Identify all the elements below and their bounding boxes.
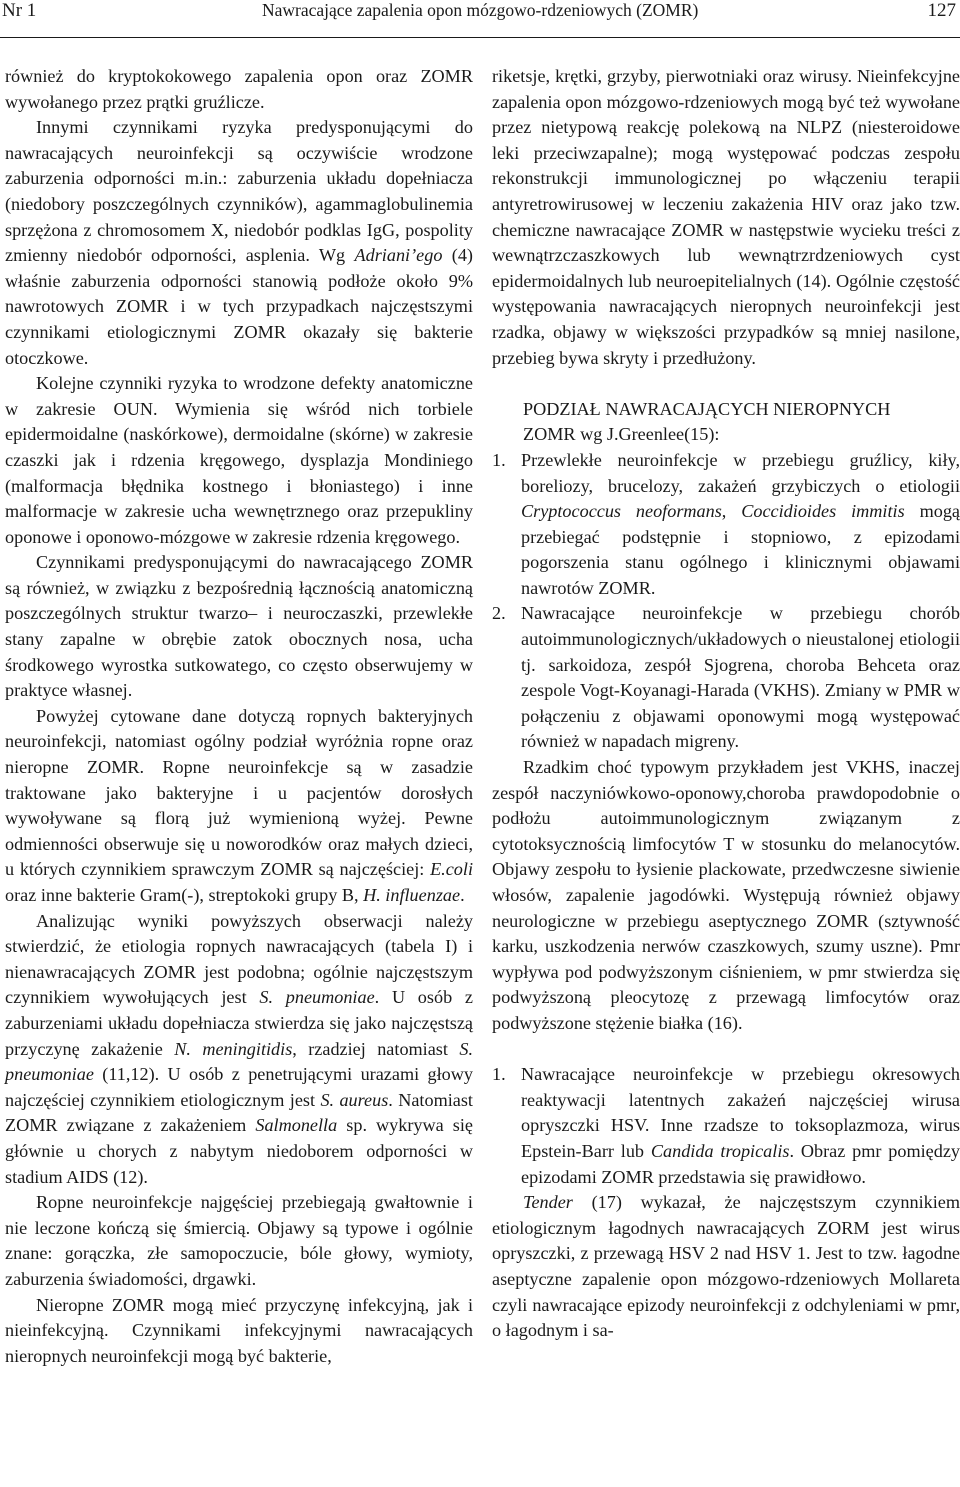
spacer bbox=[492, 1037, 960, 1063]
header-rule bbox=[0, 37, 960, 38]
section-heading-sub: ZOMR wg J.Greenlee(15): bbox=[523, 424, 720, 445]
paragraph: Innymi czynnikami ryzyka predysponującymi do nawracających neuroinfekcji są oczywiście wrodzone zaburzenia odporności m.in.: zaburzenia układu dopełniacza (niedobory poszczególnych czynników), agammaglobulinemia sprzężona z chromosomem X, niedobór podklas IgG, pospolity zmienny niedobór odporności, asplenia. Wg Adriani’ego (4) właśnie zaburzenia odporności stanowią podłoże około 9% nawrotowych ZOMR i w tych przypadkach najczęstszymi czynnikami etiologicznymi ZOMR okazały się bakterie otoczkowe. bbox=[5, 117, 473, 368]
left-column bbox=[5, 64, 473, 1369]
issue-number: Nr 1 bbox=[2, 0, 37, 21]
paragraph: riketsje, krętki, grzyby, pierwotniaki oraz wirusy. Nieinfekcyjne zapalenia opon mózgowo-rdzeniowych mogą być też wywołane przez nietypową reakcję polekową na NLPZ (niesteroidowe leki przeciwzapalne); mogą występować podczas zespołu rekonstrukcji immunologicznej po włączeniu terapii antyretrowirusowej w leczeniu zakażenia HIV oraz jako tzw. chemiczne nawracające ZOMR w następstwie wycieku treści z wewnątrzczaszkowych lub wewnątrzrdzeniowych cyst epidermoidalnych lub neuroepitelialnych (14). Ogólnie częstość występowania nawracających nieropnych neuroinfekcji jest rzadka, objawy w większości przypadków są mniej nasilone, przebieg bywa skryty i przedłużony. bbox=[492, 66, 960, 368]
paragraph: Ropne neuroinfekcje najgęściej przebiegają gwałtownie i nie leczone kończą się śmiercią. Objawy są typowe i ogólnie znane: gorączka, złe samopoczucie, bóle głowy, wymioty, zaburzenia świadomości, drgawki. bbox=[5, 1192, 473, 1289]
page-header bbox=[0, 0, 960, 38]
paragraph: Tender (17) wykazał, że najczęstszym czynnikiem etiologicznym łagodnych nawracających ZORM jest wirus opryszczki, z przewagą HSV 2 nad HSV 1. Jest to tzw. łagodne aseptyczne zapalenie opon mózgowo-rdzeniowych Mollareta czyli nawracające epizody neuroinfekcji z odchyleniami w pmr, o łagodnym i sa- bbox=[492, 1192, 960, 1341]
list-item: 1. Przewlekłe neuroinfekcje w przebiegu gruźlicy, kiły, boreliozy, brucelozy, zakażeń grzybiczych o etiologii Cryptococcus neoformans, Coccidioides immitis mogą przebiegać podstępnie i stopniowo, z epizodami pogorszenia stanu ogólnego i klinicznymi objawami nawrotów ZOMR. bbox=[492, 449, 960, 598]
section-heading: PODZIAŁ NAWRACAJĄCYCH NIEROPNYCH bbox=[523, 398, 891, 419]
paragraph: Nieropne ZOMR mogą mieć przyczynę infekcyjną, jak i nieinfekcyjną. Czynnikami infekcyjnymi nawracających nieropnych neuroinfekcji mogą być bakterie, bbox=[5, 1294, 473, 1366]
page-number: 127 bbox=[927, 0, 956, 21]
paragraph: Rzadkim choć typowym przykładem jest VKHS, inaczej zespół naczyniówkowo-oponowy,choroba prawdopodobnie o podłożu autoimmunologicznym związanym z cytotoksycznością limfocytów T w stosunku do melanocytów. Objawy zespołu to łysienie plackowate, przedwczesne siwienie włosów, zapalenie jagodówki. Występują również objawy neurologiczne w przebiegu aseptycznego ZOMR (sztywność karku, uszkodzenia nerwów czaszkowych, szumy uszne). Pmr wypływa pod podwyższonym ciśnieniem, w pmr stwierdza się podwyższoną pleocytozę z przewagą limfocytów oraz podwyższone stężenie białka (16). bbox=[492, 757, 960, 1033]
right-column bbox=[492, 64, 960, 1344]
classification-list-2 bbox=[492, 1062, 960, 1190]
list-item: 2. Nawracające neuroinfekcje w przebiegu chorób autoimmunologicznych/układowych o nieustalonej etiologii tj. sarkoidoza, zespół Sjogrena, choroba Behceta oraz zespole Vogt-Koyanagi-Harada (VKHS). Zmiany w PMR w połączeniu z objawami oponowymi mogą występować również w napadach migreny. bbox=[492, 603, 960, 752]
paragraph: Czynnikami predysponującymi do nawracającego ZOMR są również, w związku z bezpośrednią łącznością anatomiczną poszczególnych struktur twarzo– i neuroczaszki, przewlekłe stany zapalne w obrębie zatok obocznych nosa, ucha środkowego wyrostka sutkowatego, co często obserwujemy w praktyce własnej. bbox=[5, 552, 473, 701]
paragraph: Powyżej cytowane dane dotyczą ropnych bakteryjnych neuroinfekcji, natomiast ogólny podział wyróżnia ropne oraz nieropne ZOMR. Ropne neuroinfekcje są w zasadzie traktowane jako bakteryjne i u pacjentów dorosłych wywoływane są florą już wymienioną wyżej. Pewne odmienności obserwuje się u noworodków oraz małych dzieci, u których czynnikiem sprawczym ZOMR są najczęściej: E.coli oraz inne bakterie Gram(-), streptokoki grupy B, H. influenzae. bbox=[5, 705, 473, 905]
paragraph: również do kryptokokowego zapalenia opon oraz ZOMR wywołanego przez prątki gruźlicze. bbox=[5, 66, 473, 112]
spacer bbox=[492, 371, 960, 397]
list-item: 1. Nawracające neuroinfekcje w przebiegu okresowych reaktywacji latentnych zakażeń najczęściej wirusa opryszczki HSV. Inne rzadsze to toksoplazmoza, wirus Epstein-Barr lub Candida tropicalis. Obraz pmr pomiędzy epizodami ZOMR przedstawia się prawidłowo. bbox=[492, 1064, 960, 1187]
paragraph: Analizując wyniki powyższych obserwacji należy stwierdzić, że etiologia ropnych nawracających (tabela I) i nienawracających ZOMR jest podobna; ogólnie najczęstszym czynnikiem wywołujących jest S. pneumoniae. U osób z zaburzeniami układu dopełniacza stwierdza się jako najczęstszą przyczynę zakażenie N. meningitidis, rzadziej natomiast S. pneumoniae (11,12). U osób z penetrującymi urazami głowy najczęściej czynnikiem etiologicznym jest S. aureus. Natomiast ZOMR związane z zakażeniem Salmonella sp. wykrywa się głównie u chorych z nabytym niedoborem odporności w stadium AIDS (12). bbox=[5, 910, 473, 1187]
paragraph: Kolejne czynniki ryzyka to wrodzone defekty anatomiczne w zakresie OUN. Wymienia się wśród nich torbiele epidermoidalne (naskórkowe), dermoidalne (skórne) w zakresie czaszki jak i rdzenia kręgowego, dysplazja Mondiniego (malformacja błędnika kostnego i błoniastego) i inne malformacje w zakresie ucha wewnętrznego oraz przepukliny oponowe i oponowo-mózgowe w zakresie rdzenia kręgowego. bbox=[5, 373, 473, 547]
running-title: Nawracające zapalenia opon mózgowo-rdzeniowych (ZOMR) bbox=[262, 0, 699, 20]
classification-list bbox=[492, 448, 960, 755]
